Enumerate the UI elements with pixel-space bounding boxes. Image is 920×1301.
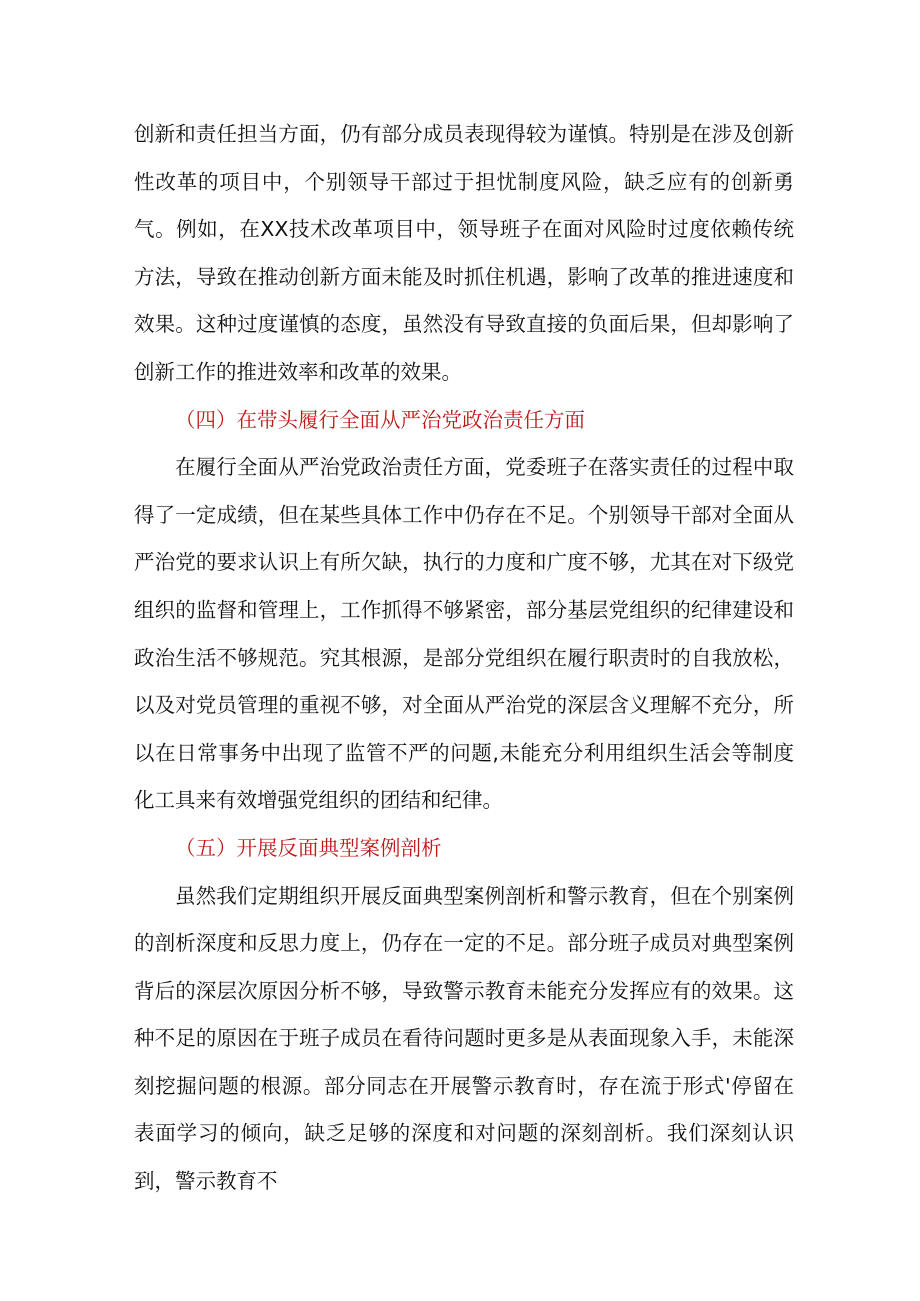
document-body [134, 111, 794, 1206]
paragraph-case-analysis: 虽然我们定期组织开展反面典型案例剖析和警示教育，但在个别案例的剖析深度和反思力度上，仍存在一定的不足。部分班子成员对典型案例背后的深层次原因分析不够，导致警示教育未能充分发挥应有的效果。这种不足的原因在于班子成员在看待问题时更多是从表面现象入手，未能深刻挖掘问题的根源。部分同志在开展警示教育时，存在流于形式'停留在表面学习的倾向，缺乏足够的深度和对问题的深刻剖析。我们深刻认识到，警示教育不 [134, 883, 794, 1194]
section-heading-five: （五）开展反面典型案例剖析 [175, 835, 442, 860]
paragraph-innovation-responsibility: 创新和责任担当方面，仍有部分成员表现得较为谨慎。特别是在涉及创新性改革的项目中，个别领导干部过于担忧制度风险，缺乏应有的创新勇气。例如，在XX技术改革项目中，领导班子在面对风险时过度依赖传统方法，导致在推动创新方面未能及时抓住机遇，影响了改革的推进速度和效果。这种过度谨慎的态度，虽然没有导致直接的负面后果，但却影响了创新工作的推进效率和改革的效果。 [134, 122, 794, 384]
section-heading-four: （四）在带头履行全面从严治党政治责任方面 [175, 407, 585, 432]
paragraph-party-discipline: 在履行全面从严治党政治责任方面，党委班子在落实责任的过程中取得了一定成绩，但在某些具体工作中仍存在不足。个别领导干部对全面从严治党的要求认识上有所欠缺，执行的力度和广度不够，尤其在对下级党组织的监督和管理上，工作抓得不够紧密，部分基层党组织的纪律建设和政治生活不够规范。究其根源，是部分党组织在履行职责时的自我放松，以及对党员管理的重视不够，对全面从严治党的深层含义理解不充分，所以在日常事务中出现了监管不严的问题,未能充分利用组织生活会等制度化工具来有效增强党组织的团结和纪律。 [134, 455, 794, 813]
